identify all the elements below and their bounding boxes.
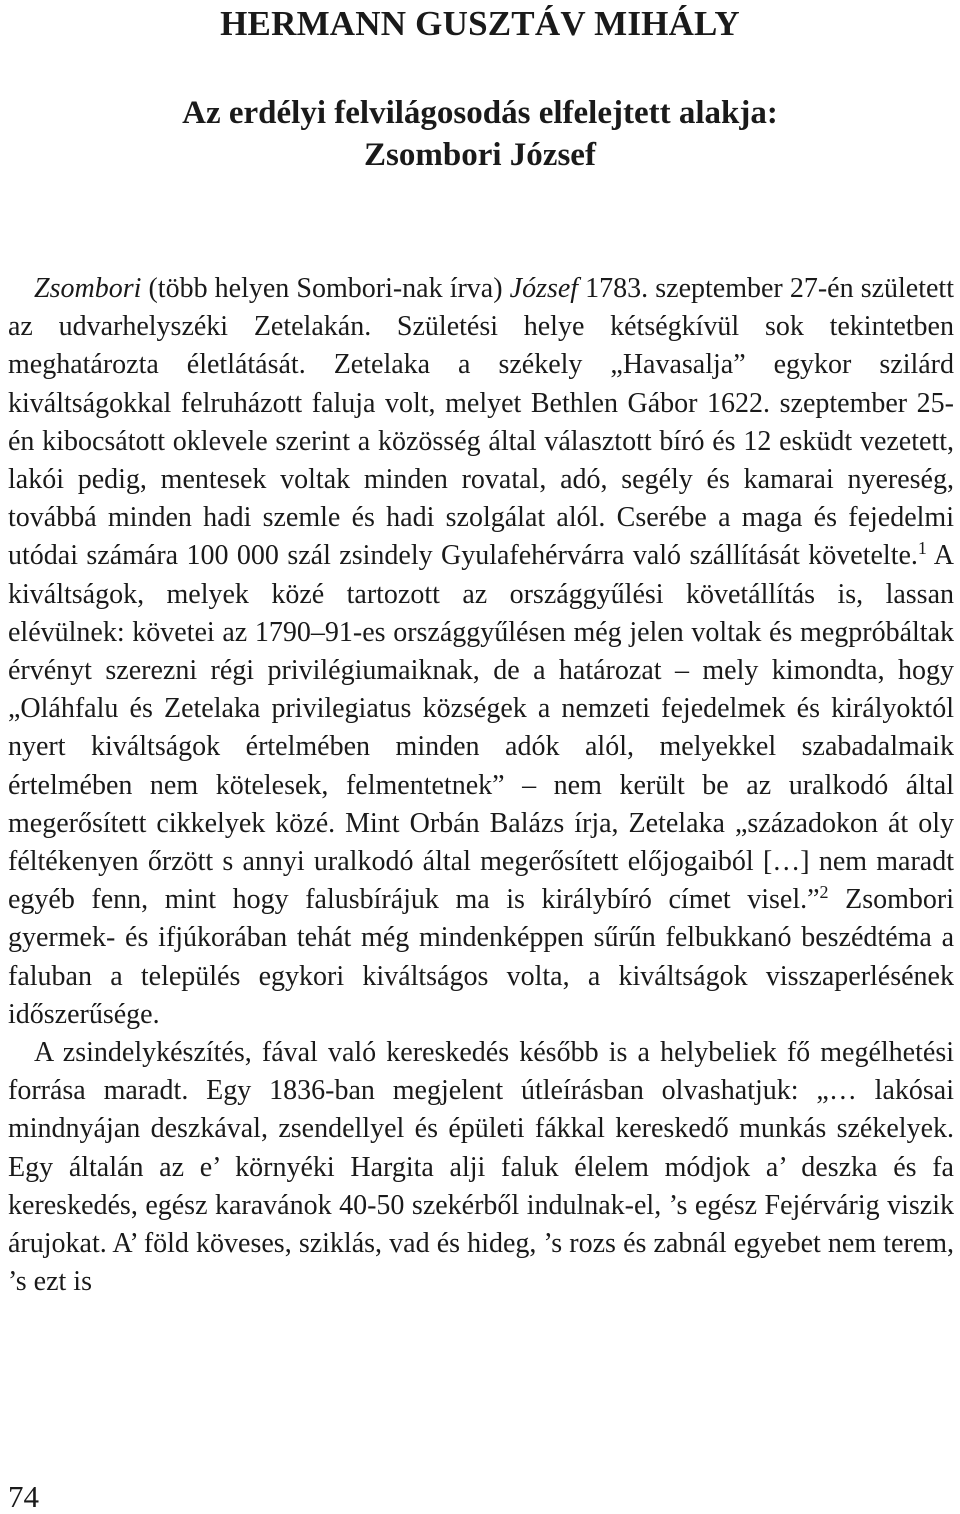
footnote-ref-1[interactable]: 1 — [917, 538, 927, 559]
paragraph-1-text-c: Zetelaka a székely „Havasalja” egykor szilárd kiváltságokkal felruházott faluja volt, melyet Bethlen Gábor 1622. szeptember 25-én kibocsátott oklevele szerint a közösség által választott bíró és 12 esküdt vezetett, lakói pedig, mentesek voltak minden rovatal, adó, segély és kamarai nyereség, továbbá minden hadi szemle és hadi szolgálat alól. Cserébe a maga és fejedelmi utódai számára 100 000 szál zsindely Gyulafehérvárra való szállítását követelte. — [8, 349, 955, 572]
page-number: 74 — [8, 1479, 39, 1514]
paragraph-1-text-a: (több helyen Sombori-nak írva) — [141, 273, 510, 304]
paragraph-1 — [8, 270, 954, 1034]
paragraph-1-text-d: A kiváltságok, melyek közé tartozott az országgyűlési követállítás is, lassan elévülnek: követei az 1790–91-es országgyűlésen még jelen voltak és megpróbáltak érvényt szerezni régi privilégiumaiknak, de a határozat – mely kimondta, hogy „Oláhfalu és Zetelaka privilegiatus községek a nemzeti fejedelmek és királyoktól nyert kiváltságok értelmében minden adók alól, melyekkel szabadalmaik értelmében nem kötelesek, felmentetnek” – nem került be az uralkodó által megerősített cikkelyek közé. Mint Orbán Balázs írja, Zetelaka „századokon át oly féltékenyen őrzött s annyi uralkodó által megerősített előjogaiból […] nem maradt egyéb fenn, mint hogy falusbírájuk ma is királybíró címet visel.” — [8, 540, 954, 916]
paragraph-1-text-e: Zsombori gyermek- és ifjúkorában tehát még mindenképpen sűrűn felbukkanó beszédtéma a faluban a település egykori kiváltságos volta, a kiváltságok visszaperlésének időszerűsége. — [8, 884, 954, 1030]
title-line-1: Az erdélyi felvilágosodás elfelejtett alakja: — [182, 95, 778, 131]
title-line-2: Zsombori József — [364, 137, 596, 173]
paragraph-1-text-b: 1783. szeptember 27-én született az udvarhelyszéki Zetelakán. Születési helye kétségkívül sok tekintetben meghatározta életlátását. — [8, 273, 954, 381]
author-name: HERMANN GUSZTÁV MIHÁLY — [220, 4, 740, 43]
article-title — [0, 92, 960, 176]
surname-italic: Zsombori — [34, 273, 142, 304]
footnote-ref-2[interactable]: 2 — [819, 882, 829, 903]
given-name-italic: József — [509, 273, 579, 304]
article-body — [8, 270, 954, 1301]
paragraph-2: A zsindelykészítés, fával való kereskedés később is a helybeliek fő megélhetési forrása maradt. Egy 1836-ban megjelent útleírásban olvashatjuk: „… lakósai mindnyájan deszkával, zsendellyel és épületi fákkal kereskedő munkás székelyek. Egy általán az e’ környéki Hargita alji faluk élelem módjok a’ deszka és fa kereskedés, egész karavánok 40-50 szekérből indulnak-el, ’s egész Fejérvárig viszik árujokat. A’ föld köveses, sziklás, vad és hideg, ’s rozs és zabnál egyebet nem terem, ’s ezt is — [8, 1037, 954, 1298]
